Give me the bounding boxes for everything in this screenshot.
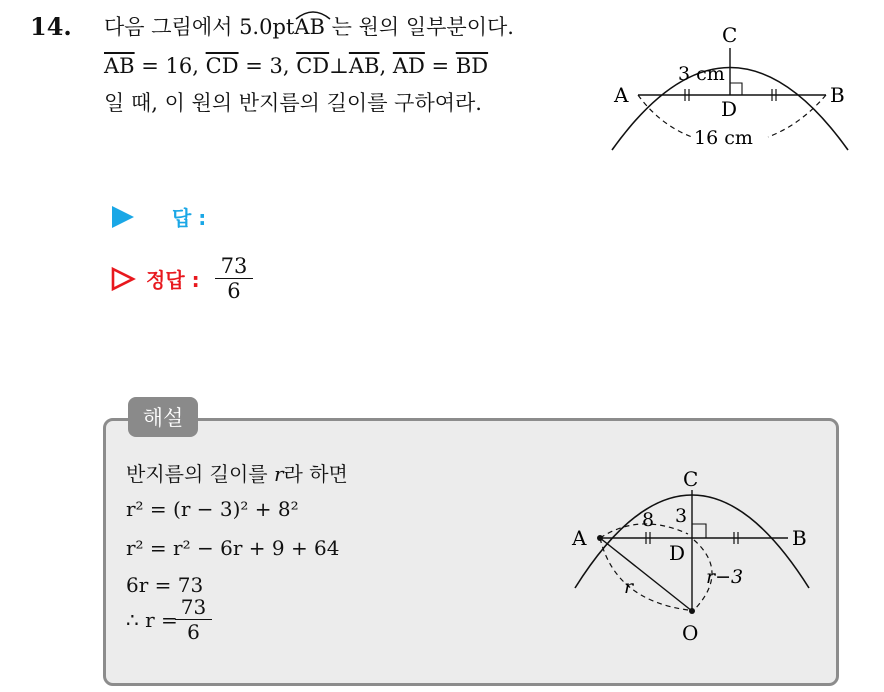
solution-line-1 — [126, 458, 348, 487]
solution-fraction — [178, 595, 209, 644]
label-c: C — [722, 23, 738, 47]
solution-line-2: r² = (r − 3)² + 8² — [126, 497, 299, 521]
segment-ad: $\overline{AD}$ — [392, 54, 425, 78]
question-line-1 — [104, 17, 514, 38]
solution-figure — [560, 460, 820, 650]
solution-tag: 해설 — [128, 397, 198, 437]
correct-answer-label: 정답 : — [146, 268, 200, 292]
label-o: O — [682, 621, 699, 645]
solution-line-5 — [126, 595, 209, 644]
answer-row — [110, 202, 206, 231]
segment-ab-2: $\overline{AB}$ — [348, 54, 380, 78]
dashed-brace-right — [768, 95, 826, 137]
label-d: D — [669, 541, 686, 565]
question-line-3: 일 때, 이 원의 반지름의 길이를 구하여라. — [104, 91, 482, 115]
answer-denominator: 6 — [215, 278, 254, 303]
right-angle-mark — [730, 83, 742, 95]
segment-bd: $\overline{BD}$ — [455, 54, 489, 78]
var-r: r — [273, 462, 284, 486]
question-line1-tail: 는 원의 일부분이다. — [324, 15, 514, 39]
label-a: A — [572, 526, 587, 550]
correct-answer-row — [110, 254, 250, 303]
answer-numerator: 73 — [220, 254, 248, 278]
eq-16: = 16, — [134, 54, 206, 78]
point-a — [597, 535, 603, 541]
label-a: A — [614, 83, 629, 107]
label-r-minus-3: r−3 — [706, 566, 744, 588]
label-3cm: 3 cm — [678, 63, 725, 85]
arc-ab: AB — [294, 17, 325, 38]
solution-line-4: 6r = 73 — [126, 573, 204, 597]
play-triangle-icon — [110, 204, 136, 230]
comma: , — [379, 54, 393, 78]
label-d: D — [721, 97, 738, 121]
dashed-brace-left — [638, 95, 692, 137]
segment-ab: $\overline{AB}$ — [104, 54, 135, 78]
question-line1-text: 다음 그림에서 5.0pt — [104, 15, 295, 39]
eq-sign: = — [424, 54, 456, 78]
label-r: r — [624, 576, 634, 598]
label-16cm: 16 cm — [694, 127, 753, 149]
label-8: 8 — [642, 509, 655, 531]
question-figure — [600, 20, 860, 160]
solution-line1-text: 반지름의 길이를 — [126, 462, 274, 486]
solution-numerator: 73 — [180, 595, 207, 619]
question-line-2 — [104, 56, 488, 77]
solution-line1-tail: 라 하면 — [283, 462, 348, 486]
answer-fraction — [218, 254, 251, 303]
therefore-r: ∴ r = — [126, 607, 178, 632]
answer-label: 답 : — [172, 206, 207, 230]
segment-cd: $\overline{CD}$ — [205, 54, 239, 78]
label-b: B — [830, 83, 845, 107]
label-b: B — [792, 526, 807, 550]
label-c: C — [683, 467, 699, 491]
arc-symbol-icon — [294, 8, 332, 20]
outline-triangle-icon — [110, 266, 136, 292]
right-angle-mark — [692, 524, 706, 538]
solution-line-3: r² = r² − 6r + 9 + 64 — [126, 536, 340, 560]
solution-denominator: 6 — [175, 619, 212, 644]
question-number: 14. — [30, 12, 72, 41]
perp-symbol: ⊥ — [329, 54, 349, 78]
label-3: 3 — [675, 505, 688, 527]
point-o — [689, 608, 695, 614]
segment-cd-2: $\overline{CD}$ — [296, 54, 330, 78]
eq-3: = 3, — [238, 54, 297, 78]
